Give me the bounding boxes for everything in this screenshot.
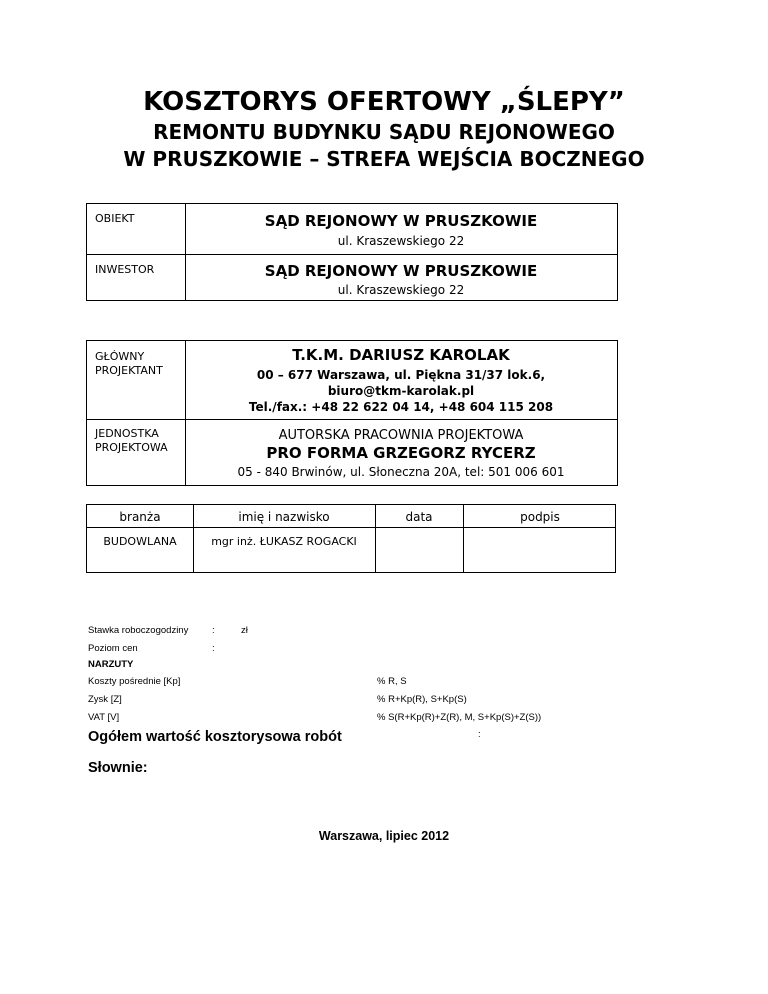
cell-branza: BUDOWLANA [103, 535, 177, 548]
kp-label: Koszty pośrednie [Kp] [88, 676, 181, 687]
jednostka-address: 05 - 840 Brwinów, ul. Słoneczna 20A, tel: 501 006 601 [237, 465, 565, 479]
slownie-label: Słownie: [88, 760, 148, 776]
obiekt-label: OBIEKT [95, 212, 135, 225]
total-colon: : [478, 729, 481, 740]
inwestor-label: INWESTOR [95, 263, 155, 276]
document-subtitle-line-2: W PRUSZKOWIE – STREFA WEJŚCIA BOCZNEGO [123, 147, 645, 171]
stawka-label: Stawka roboczogodziny [88, 625, 189, 636]
glowny-label-2: PROJEKTANT [95, 364, 163, 377]
jednostka-label-1: JEDNOSTKA [95, 427, 159, 440]
jednostka-label-2: PROJEKTOWA [95, 441, 168, 454]
header-imie-nazwisko: imię i nazwisko [238, 510, 330, 524]
stawka-unit: zł [241, 625, 248, 636]
team-table [86, 504, 616, 573]
vat-value: % S(R+Kp(R)+Z(R), M, S+Kp(S)+Z(S)) [377, 712, 542, 723]
poziom-cen-colon: : [212, 643, 215, 654]
narzuty-label: NARZUTY [88, 659, 134, 670]
document-subtitle-line-1: REMONTU BUDYNKU SĄDU REJONOWEGO [153, 120, 615, 144]
obiekt-name: SĄD REJONOWY W PRUSZKOWIE [264, 212, 538, 230]
zysk-value: % R+Kp(R), S+Kp(S) [377, 694, 467, 705]
header-data: data [405, 510, 433, 524]
inwestor-name: SĄD REJONOWY W PRUSZKOWIE [264, 262, 538, 280]
zysk-label: Zysk [Z] [88, 694, 122, 705]
jednostka-line-1: AUTORSKA PRACOWNIA PROJEKTOWA [278, 428, 524, 443]
header-branza: branża [119, 510, 161, 524]
total-label: Ogółem wartość kosztorysowa robót [88, 729, 342, 745]
kp-value: % R, S [377, 676, 407, 687]
place-date: Warszawa, lipiec 2012 [318, 829, 450, 843]
glowny-projektant-address: 00 – 677 Warszawa, ul. Piękna 31/37 lok.6, [256, 368, 546, 382]
glowny-projektant-name: T.K.M. DARIUSZ KAROLAK [292, 346, 510, 364]
poziom-cen-label: Poziom cen [88, 643, 138, 654]
obiekt-address: ul. Kraszewskiego 22 [337, 234, 465, 248]
cell-imie-nazwisko: mgr inż. ŁUKASZ ROGACKI [211, 535, 357, 548]
glowny-projektant-email: biuro@tkm-karolak.pl [327, 384, 475, 398]
designer-box [86, 340, 618, 486]
jednostka-name: PRO FORMA GRZEGORZ RYCERZ [266, 444, 536, 462]
object-investor-box [86, 203, 618, 301]
glowny-label-1: GŁÓWNY [95, 350, 145, 363]
header-podpis: podpis [520, 510, 560, 524]
inwestor-address: ul. Kraszewskiego 22 [337, 283, 465, 297]
glowny-projektant-phone: Tel./fax.: +48 22 622 04 14, +48 604 115 208 [248, 400, 554, 414]
vat-label: VAT [V] [88, 712, 120, 723]
stawka-colon: : [212, 625, 215, 636]
document-title: KOSZTORYS OFERTOWY „ŚLEPY” [143, 87, 625, 117]
